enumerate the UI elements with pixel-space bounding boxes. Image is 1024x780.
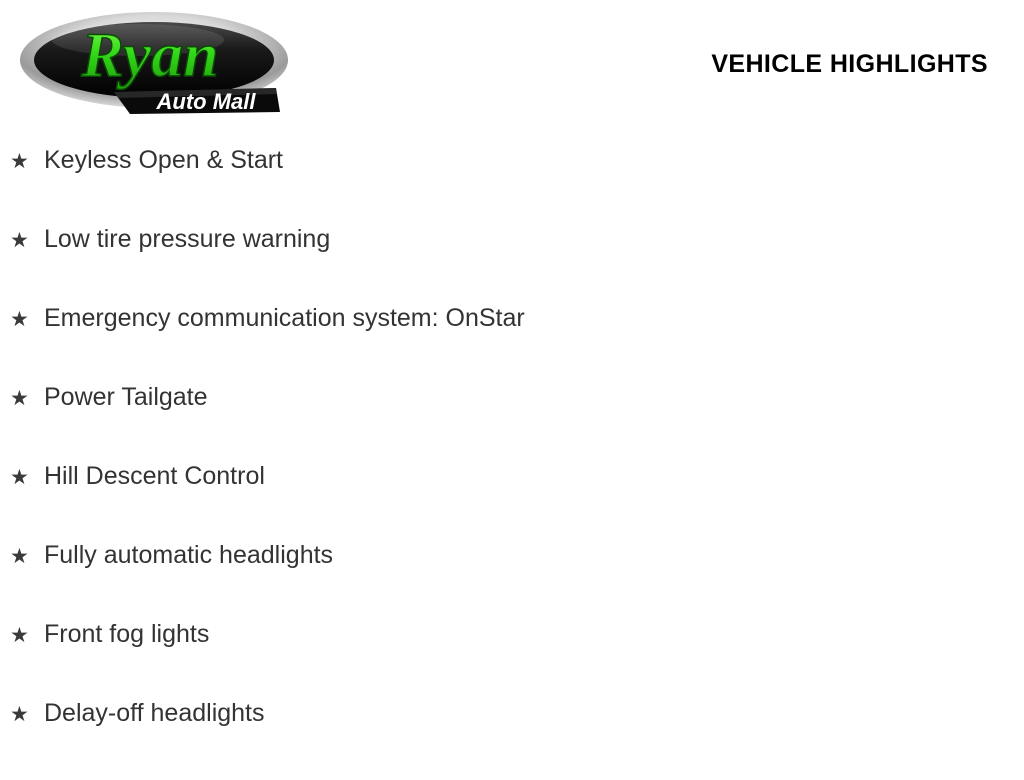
highlight-label: Hill Descent Control [44,462,265,490]
highlight-label: Front fog lights [44,620,210,648]
list-item [0,464,1024,543]
list-item [0,227,1024,306]
highlight-label: Delay-off headlights [44,699,265,727]
list-item [0,148,1024,227]
highlight-label: Emergency communication system: OnStar [44,304,525,332]
list-item [0,543,1024,622]
list-item [0,306,1024,385]
star-icon: ★ [10,387,29,410]
highlight-label: Power Tailgate [44,383,208,411]
star-icon: ★ [10,229,29,252]
svg-text:Auto Mall: Auto Mall [156,89,256,114]
highlight-label: Fully automatic headlights [44,541,334,569]
page-title: VEHICLE HIGHLIGHTS [711,50,988,78]
star-icon: ★ [10,624,29,647]
list-item [0,622,1024,701]
list-item [0,701,1024,780]
star-icon: ★ [10,545,29,568]
vehicle-highlights-list [0,148,1024,780]
star-icon: ★ [10,466,29,489]
highlight-label: Keyless Open & Start [44,146,284,174]
star-icon: ★ [10,703,29,726]
star-icon: ★ [10,308,29,331]
highlight-label: Low tire pressure warning [44,225,331,253]
star-icon: ★ [10,150,29,173]
svg-text:Ryan: Ryan [81,19,219,90]
list-item [0,385,1024,464]
page-header [0,0,1024,130]
ryan-auto-mall-logo [18,8,290,120]
